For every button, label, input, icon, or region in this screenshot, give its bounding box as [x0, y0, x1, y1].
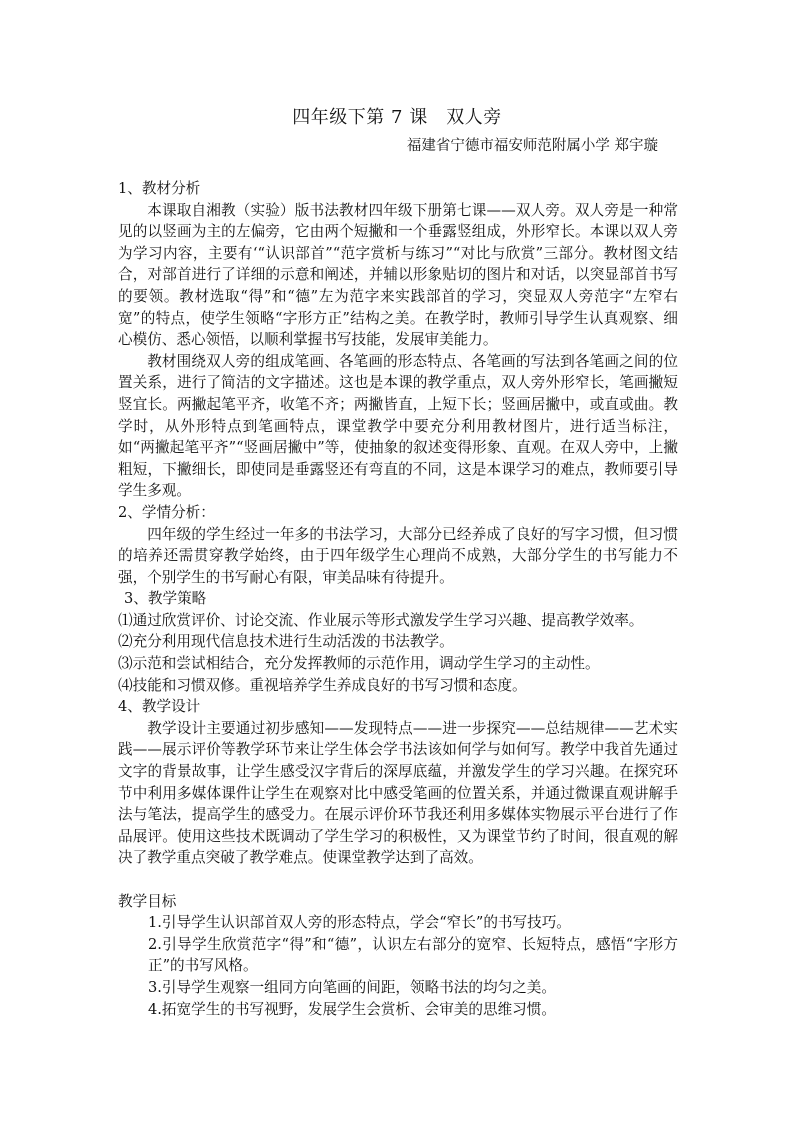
goal-item-3: 3.引导学生观察一组同方向笔画的间距，领略书法的均匀之美。 — [148, 978, 556, 996]
goal-item-2: 2.引导学生欣赏范字“得”和“德”，认识左右部分的宽窄、长短特点，感悟“字形方正”的书写风格。 — [148, 935, 678, 975]
goals-heading: 教学目标 — [118, 892, 177, 910]
strategy-item-2: ⑵充分利用现代信息技术进行生动活泼的书法教学。 — [118, 633, 454, 651]
strategy-item-3: ⑶示范和尝试相结合，充分发挥教师的示范作用，调动学生学习的主动性。 — [118, 655, 600, 673]
paragraph-textbook-analysis-1: 本课取自湘教（实验）版书法教材四年级下册第七课——双人旁。双人旁是一种常见的以竖画为主的左偏旁，它由两个短撇和一个垂露竖组成，外形窄长。本课以双人旁为学习内容，主要有‘“认识部首”“范字赏析与练习”“对比与欣赏”三部分。教材图文结合，对部首进行了详细的示意和阐述，并辅以形象贴切的图片和对话，以突显部首书写的要领。教材选取“得”和“德”左为范字来实践部首的学习，突显双人旁范字“左窄右宽”的特点，使学生领略“字形方正”结构之美。在教学时，教师引导学生认真观察、细心模仿、悉心领悟，以顺利掌握书写技能，发展审美能力。 — [118, 201, 678, 349]
strategy-item-4: ⑷技能和习惯双修。重视培养学生养成良好的书写习惯和态度。 — [118, 676, 527, 694]
paragraph-textbook-analysis-2: 教材围绕双人旁的组成笔画、各笔画的形态特点、各笔画的写法到各笔画之间的位置关系，进行了简洁的文字描述。这也是本课的教学重点，双人旁外形窄长，笔画撇短竖宜长。两撇起笔平齐，收笔不齐；两撇皆直，上短下长；竖画居撇中，或直或曲。教学时，从外形特点到笔画特点，课堂教学中要充分利用教材图片，进行适当标注，如“两撇起笔平齐”“竖画居撇中”等，使抽象的叙述变得形象、直观。在双人旁中，上撇粗短，下撇细长，即使同是垂露竖还有弯直的不同，这是本课学习的难点，教师要引导学生多观。 — [118, 352, 678, 500]
blank-line — [118, 869, 678, 891]
paragraph-teaching-design: 教学设计主要通过初步感知——发现特点——进一步探究——总结规律——艺术实践——展示评价等教学环节来让学生体会学书法该如何学与如何写。教学中我首先通过文字的背景故事，让学生感受汉字背后的深厚底蕴，并激发学生的学习兴趣。在探究环节中利用多媒体课件让学生在观察对比中感受笔画的位置关系，并通过微课直观讲解手法与笔法，提高学生的感受力。在展示评价环节我还利用多媒体实物展示平台进行了作品展评。使用这些技术既调动了学生学习的积极性，又为课堂节约了时间，很直观的解决了教学重点突破了教学难点。使课堂教学达到了高效。 — [118, 719, 678, 867]
section-heading-2: 2、学情分析： — [118, 503, 215, 521]
paragraph-student-analysis: 四年级的学生经过一年多的书法学习，大部分已经养成了良好的写字习惯，但习惯的培养还需贯穿教学始终，由于四年级学生心理尚不成熟，大部分学生的书写能力不强，个别学生的书写耐心有限，审美品味有待提升。 — [118, 525, 678, 586]
section-heading-1: 1、教材分析 — [118, 180, 201, 197]
document-body — [118, 178, 678, 1020]
author-line: 福建省宁德市福安师范附属小学 郑宇璇 — [406, 138, 658, 154]
section-heading-4: 4、教学设计 — [118, 698, 201, 716]
goal-item-4: 4.拓宽学生的书写视野，发展学生会赏析、会审美的思维习惯。 — [148, 1000, 556, 1018]
goal-item-1: 1.引导学生认识部首双人旁的形态特点，学会“窄长”的书写技巧。 — [148, 914, 571, 932]
page-title: 四年级下第 7 课 双人旁 — [292, 107, 502, 128]
section-heading-3: 3、教学策略 — [124, 590, 207, 608]
strategy-item-1: ⑴通过欣赏评价、讨论交流、作业展示等形式激发学生学习兴趣、提高教学效率。 — [118, 611, 644, 629]
